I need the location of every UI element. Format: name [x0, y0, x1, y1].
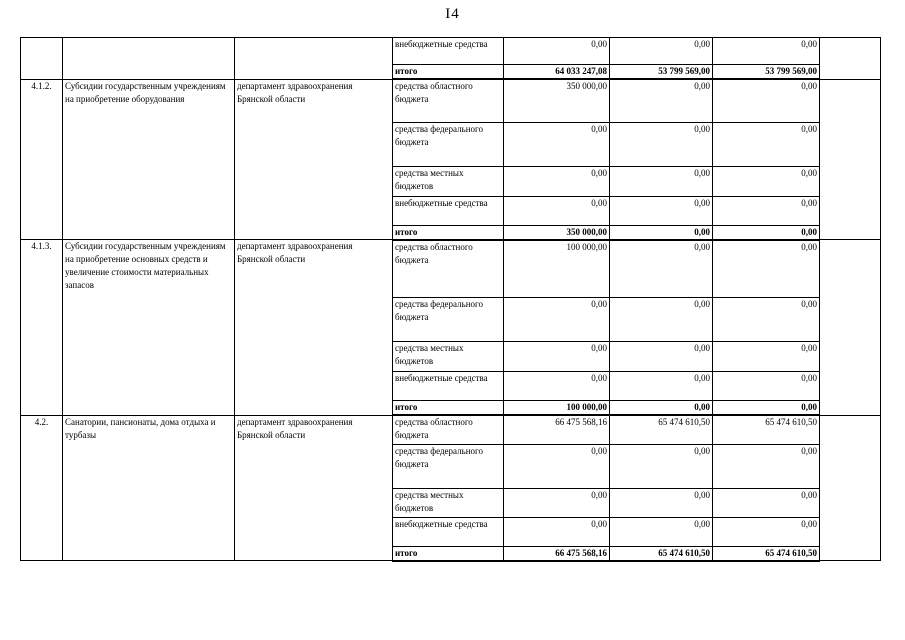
value-cell: 0,00 — [713, 166, 820, 196]
source-cell: внебюджетные средства — [393, 372, 504, 401]
table-row — [21, 79, 881, 122]
value-cell: 0,00 — [504, 166, 610, 196]
source-cell: внебюджетные средства — [393, 517, 504, 546]
value-cell: 350 000,00 — [504, 225, 610, 240]
value-cell: 0,00 — [610, 342, 713, 372]
source-cell: средства областного бюджета — [393, 79, 504, 122]
value-cell: 65 474 610,50 — [610, 546, 713, 561]
value-cell: 53 799 569,00 — [713, 65, 820, 80]
empty-cell — [820, 415, 881, 561]
value-cell: 0,00 — [713, 225, 820, 240]
value-cell: 0,00 — [504, 38, 610, 65]
source-cell: итого — [393, 546, 504, 561]
value-cell: 66 475 568,16 — [504, 415, 610, 444]
budget-table — [20, 37, 881, 562]
value-cell: 0,00 — [504, 342, 610, 372]
code-cell: 4.2. — [21, 415, 63, 561]
value-cell: 0,00 — [610, 166, 713, 196]
value-cell: 0,00 — [713, 517, 820, 546]
name-cell — [63, 38, 235, 80]
value-cell: 0,00 — [713, 342, 820, 372]
executor-cell — [235, 38, 393, 80]
code-cell — [21, 38, 63, 80]
value-cell: 0,00 — [610, 298, 713, 342]
value-cell: 0,00 — [504, 488, 610, 517]
value-cell: 350 000,00 — [504, 79, 610, 122]
value-cell: 0,00 — [504, 372, 610, 401]
value-cell: 0,00 — [713, 196, 820, 225]
source-cell: средства областного бюджета — [393, 240, 504, 298]
source-cell: итого — [393, 401, 504, 416]
value-cell: 0,00 — [610, 444, 713, 488]
value-cell: 65 474 610,50 — [713, 415, 820, 444]
table-body — [21, 38, 881, 561]
empty-cell — [820, 240, 881, 416]
empty-cell — [820, 79, 881, 240]
value-cell: 0,00 — [610, 225, 713, 240]
value-cell: 0,00 — [504, 517, 610, 546]
source-cell: средства местных бюджетов — [393, 488, 504, 517]
value-cell: 0,00 — [504, 444, 610, 488]
value-cell: 53 799 569,00 — [610, 65, 713, 80]
value-cell: 0,00 — [504, 196, 610, 225]
value-cell: 65 474 610,50 — [713, 546, 820, 561]
source-cell: внебюджетные средства — [393, 196, 504, 225]
source-cell: средства федерального бюджета — [393, 122, 504, 166]
source-cell: внебюджетные средства — [393, 38, 504, 65]
value-cell: 0,00 — [610, 372, 713, 401]
value-cell: 0,00 — [610, 38, 713, 65]
source-cell: итого — [393, 225, 504, 240]
value-cell: 0,00 — [713, 122, 820, 166]
value-cell: 0,00 — [610, 488, 713, 517]
name-cell: Субсидии государственным учреждениям на приобретение основных средств и увеличение стоимости материальных запасов — [63, 240, 235, 416]
source-cell: средства местных бюджетов — [393, 166, 504, 196]
source-cell: итого — [393, 65, 504, 80]
value-cell: 0,00 — [610, 196, 713, 225]
value-cell: 66 475 568,16 — [504, 546, 610, 561]
value-cell: 0,00 — [610, 517, 713, 546]
code-cell: 4.1.3. — [21, 240, 63, 416]
source-cell: средства местных бюджетов — [393, 342, 504, 372]
value-cell: 0,00 — [713, 488, 820, 517]
value-cell: 0,00 — [713, 372, 820, 401]
value-cell: 0,00 — [713, 444, 820, 488]
value-cell: 0,00 — [610, 401, 713, 416]
value-cell: 0,00 — [713, 240, 820, 298]
name-cell: Санатории, пансионаты, дома отдыха и турбазы — [63, 415, 235, 561]
empty-cell — [820, 38, 881, 80]
value-cell: 0,00 — [713, 401, 820, 416]
source-cell: средства областного бюджета — [393, 415, 504, 444]
value-cell: 0,00 — [713, 38, 820, 65]
table-row — [21, 38, 881, 65]
code-cell: 4.1.2. — [21, 79, 63, 240]
executor-cell: департамент здравоохранения Брянской области — [235, 240, 393, 416]
name-cell: Субсидии государственным учреждениям на приобретение оборудования — [63, 79, 235, 240]
value-cell: 0,00 — [713, 298, 820, 342]
value-cell: 64 033 247,08 — [504, 65, 610, 80]
table-row — [21, 415, 881, 444]
value-cell: 0,00 — [610, 122, 713, 166]
value-cell: 0,00 — [504, 122, 610, 166]
value-cell: 100 000,00 — [504, 240, 610, 298]
value-cell: 100 000,00 — [504, 401, 610, 416]
page-number: I4 — [445, 6, 460, 22]
table-row — [21, 240, 881, 298]
executor-cell: департамент здравоохранения Брянской области — [235, 415, 393, 561]
value-cell: 0,00 — [610, 79, 713, 122]
value-cell: 0,00 — [713, 79, 820, 122]
executor-cell: департамент здравоохранения Брянской области — [235, 79, 393, 240]
value-cell: 65 474 610,50 — [610, 415, 713, 444]
source-cell: средства федерального бюджета — [393, 298, 504, 342]
source-cell: средства федерального бюджета — [393, 444, 504, 488]
value-cell: 0,00 — [504, 298, 610, 342]
value-cell: 0,00 — [610, 240, 713, 298]
